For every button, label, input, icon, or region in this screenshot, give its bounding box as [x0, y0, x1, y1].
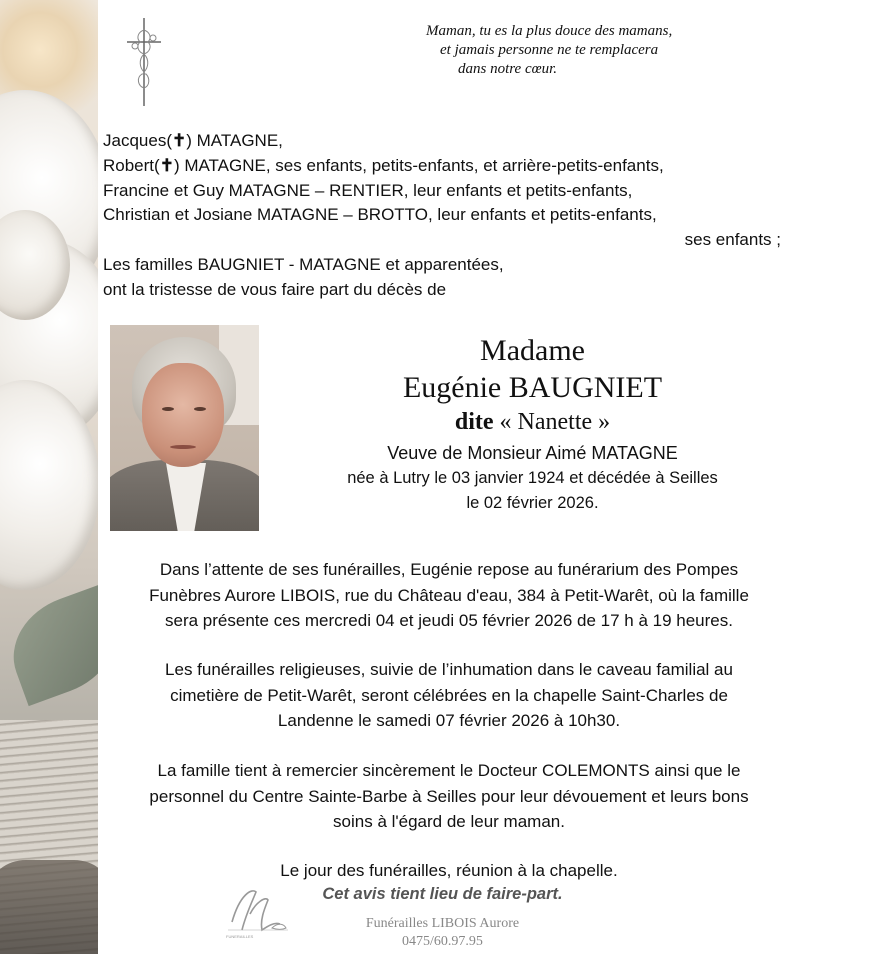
dagger-icon: ✝ [159, 155, 174, 175]
family-member-name: Robert( [103, 155, 160, 175]
ceremony-paragraph [108, 657, 790, 734]
photo-mouth [170, 445, 196, 449]
photo-eye [194, 407, 206, 411]
company-phone: 0475/60.97.95 [402, 934, 483, 949]
faire-part-note: Cet avis tient lieu de faire-part. [322, 885, 563, 903]
poem-line: dans notre cœur. [458, 61, 558, 77]
paragraph-line: Funèbres Aurore LIBOIS, rue du Château d'eau, 384 à Petit-Warêt, où la famille [149, 585, 749, 605]
death-date-line: le 02 février 2026. [466, 494, 599, 512]
reunion-line: Le jour des funérailles, réunion à la chapelle. [280, 861, 618, 880]
family-line: Christian et Josiane MATAGNE – BROTTO, leur enfants et petits-enfants, [103, 205, 657, 225]
cross-icon [124, 16, 164, 108]
deceased-nickname [290, 407, 775, 437]
poem-line: Maman, tu es la plus douce des mamans, [426, 23, 673, 39]
poem-line: et jamais personne ne te remplacera [440, 42, 659, 58]
family-line [103, 129, 793, 154]
rose-leaf [0, 584, 98, 706]
family-line: ont la tristesse de vous faire part du décès de [103, 279, 447, 299]
paragraph-line: La famille tient à remercier sincèrement le Docteur COLEMONTS ainsi que le [157, 761, 741, 780]
dite-label: dite [454, 409, 494, 435]
paragraph-line: personnel du Centre Sainte-Barbe à Seilles pour leur dévouement et leurs bons [149, 786, 749, 806]
paragraph-line: Landenne le samedi 07 février 2026 à 10h30. [277, 711, 621, 730]
paragraph-line: soins à l'égard de leur maman. [333, 812, 565, 831]
company-name: Funérailles LIBOIS Aurore [365, 916, 520, 931]
paragraph-line: Dans l’attente de ses funérailles, Eugénie repose au funérarium des Pompes [159, 560, 739, 579]
widow-line: Veuve de Monsieur Aimé MATAGNE [387, 443, 678, 463]
svg-text:FUNERAILLES: FUNERAILLES [226, 934, 254, 939]
deceased-title: Madame [480, 334, 585, 367]
portrait-photo [110, 325, 259, 531]
poem [400, 22, 730, 79]
paragraph-line: sera présente ces mercredi 04 et jeudi 05 février 2026 de 17 h à 19 heures. [165, 611, 733, 630]
photo-face [142, 363, 224, 467]
paragraph-line: cimetière de Petit-Warêt, seront célébrées en la chapelle Saint-Charles de [170, 685, 728, 705]
paragraph-line: Les funérailles religieuses, suivie de l’inhumation dans le caveau familial au [165, 660, 733, 679]
nickname: « Nanette » [499, 409, 611, 435]
family-member-suffix: ) MATAGNE, [186, 131, 283, 150]
family-line: Les familles BAUGNIET - MATAGNE et apparentées, [103, 254, 504, 274]
family-line: Francine et Guy MATAGNE – RENTIER, leur enfants et petits-enfants, [103, 180, 633, 200]
decorative-rose-strip [0, 0, 98, 954]
birth-death-line: née à Lutry le 03 janvier 1924 et décédée à Seilles [347, 469, 718, 487]
company-info [335, 915, 550, 951]
book-cover [0, 860, 98, 954]
thanks-paragraph [108, 758, 790, 835]
family-member-suffix: ) MATAGNE, ses enfants, petits-enfants, et arrière-petits-enfants, [173, 155, 664, 175]
funeral-home-logo [222, 884, 294, 944]
funerarium-paragraph [108, 557, 790, 634]
deceased-name: Eugénie BAUGNIET [402, 371, 663, 404]
family-line: ses enfants ; [684, 230, 781, 250]
family-list [103, 129, 793, 303]
family-line [103, 154, 793, 179]
dagger-icon: ✝ [171, 131, 187, 150]
deceased-block [290, 333, 775, 516]
family-member-name: Jacques( [103, 131, 172, 150]
photo-eye [162, 407, 174, 411]
